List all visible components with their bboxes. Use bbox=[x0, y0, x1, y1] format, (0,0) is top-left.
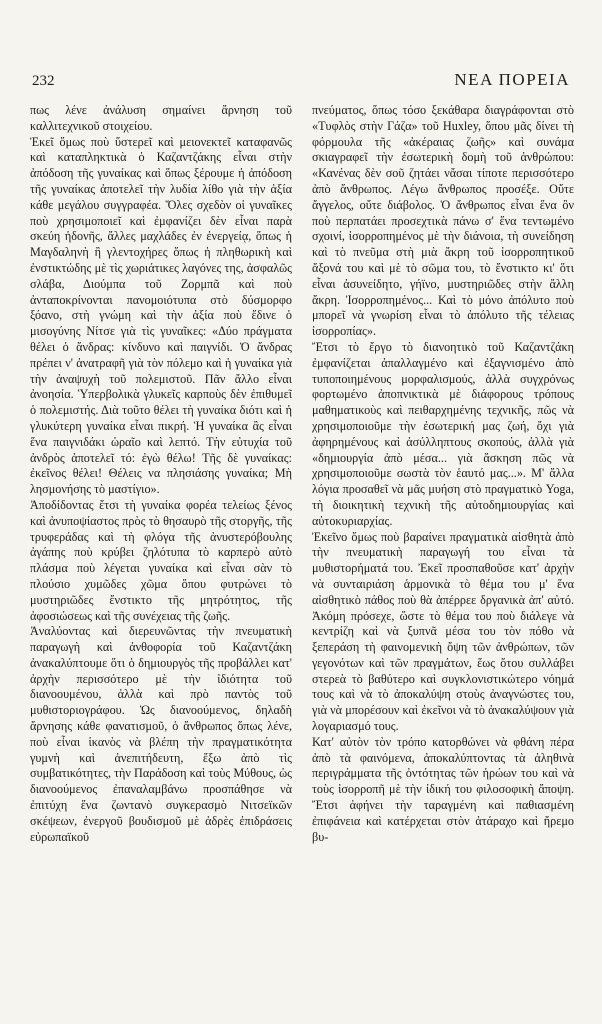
left-column bbox=[30, 103, 292, 1009]
journal-title: ΝΕΑ ΠΟΡΕΙΑ bbox=[454, 70, 570, 89]
page-number: 232 bbox=[32, 73, 55, 89]
page-header bbox=[32, 70, 570, 90]
right-column-text: πνεύματος, ὅπως τόσο ξεκάθαρα διαγράφονται στὸ «Τυφλὸς στὴν Γάζα» τοῦ Huxley, ὅπου μᾶς δίνει τὴ φόρμουλα τῆς «ἀκέραιας ζωῆς» καὶ συνάμα σκιαγραφεῖ τὴν ἐσωτερικὴ δομὴ τοῦ ἀνθρώπου: «Κανένας δὲν σοῦ ζητάει νἄσαι τίποτε περισσότερο ἀπὸ ἄνθρωπος. Λέγω ἄνθρωπος προσέξε. Οὔτε ἄγγελος, οὔτε διάβολος. Ὁ ἄνθρωπος εἶναι ἕνα ὂν ποὺ περπατάει προσεχτικὰ πάνω σ' ἕνα τεντωμένο σχοινί, ἰσορροπημένος μὲ τὴν διάνοια, τὴ συνείδηση καὶ τὸ πνεῦμα στὴ μιὰ ἄκρη τοῦ ἰσορροπητικοῦ ἄξονά του καὶ μὲ τὸ σῶμα του, τὸ ἔνστικτο κι' ὅτι εἶναι ἀσυνείδητο, γήϊνο, μυστηριῶδες στὴν ἄλλη ἄκρη. Ἰσορροπημένος... Καὶ τὸ μόνο ἀπόλυτο ποὺ μπορεῖ νὰ γνωρίση εἶναι τὸ ἀπόλυτο τῆς τέλειας ἰσορροπίας». Ἔτσι τὸ ἔργο τὸ διανοητικὸ τοῦ Καζαντζάκη ἐμφανίζεται ἀπαλλαγμένο καὶ ἐξαγνισμένο ἀπὸ τυποποιημένους μορφαλισμούς, ἀλλὰ συγχρόνως φορτωμένο ἀποπνικτικὰ μὲ διάφορους τρόπους μαθηματικοὺς καὶ πειθαρχημένης τεχνικῆς, πῶς νὰ χρησιμοποιοῦμε τὴν ἐσωτερική μας ζωή, ὄχι γιὰ ἀφηρημένους καὶ ἀσύλληπτους σκοπούς, ἀλλὰ γιὰ «δημιουργία ἀπὸ μέσα... γιὰ ἄσκηση πῶς νὰ χρησιμοποιοῦμε σωστὰ τὸν ἑαυτό μας...». Μ' ἄλλα λόγια προσαθεῖ νὰ μᾶς μυήση στὸ πραγματικὸ Yoga, τὴ διοικητικὴ τεχνικὴ τῆς αὐτοδημιουργίας καὶ αὐτοκυριαρχίας. Ἐκεῖνο ὅμως ποὺ βαραίνει πραγματικὰ αἰσθητὰ ἀπὸ τὴν πνευματικὴ παραγωγή του εἶναι τὰ μυθιστορήματά του. Ἐκεῖ προσπαθοῦσε κατ' ἀρχὴν νὰ συνταιριάση ἁρμονικὰ τὸ θέμα του μ' ἕνα αἰσθητικὸ πάθος ποὺ θὰ ἀπέρρεε δργανικὰ ἀπ' αὐτό. Ἀκόμη πρόσεχε, ὥστε τὸ θέμα του ποὺ διάλεγε νὰ κεντρίζη καὶ νὰ ξυπνᾶ μέσα του τὸν πόθο νὰ ξεπεράση τὴ φαινομενικὴ ὄψη τῶν ἀνθρώπων, τῶν γεγονότων καὶ τῶν πραγμάτων, ἕως ὅτου συλλάβει στερεὰ τὸ βαθύτερο καὶ συγκλονιστικώτερο νόημά τους καὶ νὰ τὸ ἀποκαλύψη στοὺς ἀναγνώστες του, γιὰ νὰ μπορέσουν καὶ ἐκεῖνοι νὰ τὸ ἀνακαλύψουν γιὰ λογαριασμό τους. Κατ' αὐτὸν τὸν τρόπο κατορθώνει νὰ φθάνη πέρα ἀπὸ τὰ φαινόμενα, ἀποκαλύπτοντας τὰ ἀληθινὰ περιγράμματα τῆς ὀντότητας τῶν ἡρώων του καὶ νὰ τοὺς ἰσορροπῆ μὲ τὴν ἰδική του φιλοσοφικὴ ἄποψη. Ἔτσι ἀφήνει τὴν ταραγμένη καὶ παθιασμένη ἐπιφάνεια καὶ κατέρχεται στὸν ἀτάραχο καὶ ἤρεμο βυ- bbox=[312, 103, 574, 844]
left-column-text: πως λένε ἀνάλυση σημαίνει ἄρνηση τοῦ καλλιτεχνικοῦ στοιχείου. Ἐκεῖ ὅμως ποὺ ὕστερεῖ καὶ μειονεκτεῖ καταφανῶς καὶ καταπληκτικὰ ὁ Καζαντζάκης εἶναι στὴν ἀπόδοση τῆς γυναίκας καὶ ὅπως ξέρουμε ἡ ἀπόδοση τῆς γυναίκας ἀποτελεῖ τὴν λυδία λίθο γιὰ τὴν ἀξία κάθε μεγάλου συγγραφέα. Ὅλες σχεδὸν οἱ γυναῖκες ποὺ χρησιμοποιεῖ καὶ ἐμφανίζει δὲν εἶναι παρὰ σκεύη ἡδονῆς, ἄλλες μαχλάδες ἐν ἐνεργείᾳ, ὅπως ἡ Μαγδαληνὴ ἢ γλεντοχήρες ὅπως ἡ πληθωρικὴ καὶ ἐνστικτώδης μὲ τὶς χωριάτικες λαγόνες της, ἀσφαλῶς σλάβα, Διούμπα τοῦ Ζορμπᾶ καὶ ποὺ ἀνταποκρίνονται πανομοιότυπα στὸ δύσμορφο ξόανο, στὴ γνώμη καὶ τὴν ἀξία ποὺ ἔδινε ὁ μισογύνης Νίτσε γιὰ τὶς γυναῖκες: «Δύο πράγματα θέλει ὁ ἄνδρας: κίνδυνο καὶ παιγνίδι. Ὁ ἄνδρας πρέπει ν' ἀνατραφῆ γιὰ τὸν πόλεμο καὶ ἡ γυναίκα γιὰ τὴν ἀναψυχὴ τοῦ πολεμιστοῦ. Πᾶν ἄλλο εἶναι ἀνοησία. Ὑπερβολικὰ γλυκεῖς καρποὺς δὲν ἐπιθυμεῖ ὁ πολεμιστής. Διὰ τοῦτο θέλει τὴ γυναίκα διότι καὶ ἡ γλυκύτερη γυναίκα εἶναι πικρή. Ἡ γυναίκα ἂς εἶναι ἕνα παιγνιδάκι ὡραῖο καὶ λεπτό. Τὴν εὐτυχία τοῦ ἀνδρὸς ἀποτελεῖ τό: ἐγὼ θέλω! Τῆς δὲ γυναίκας: ἐκεῖνος θέλει! Θέλεις να πλησιάσης γυναίκα; Μὴ λησμονήσης τὸ μαστίγιο». Ἀποδίδοντας ἔτσι τὴ γυναίκα φορέα τελείως ξένος καὶ ἀνυποψίαστος πρὸς τὸ θησαυρὸ τῆς στοργῆς, τῆς τρυφεράδας καὶ τὴ φλόγα τῆς ἀνυστερόβουλης ἀγάπης ποὺ κρύβει ζηλότυπα τὸ καρπερὸ αὐτὸ πλάσμα ποὺ λέγεται γυναίκα καὶ εἶναι σὰν τὸ πλούσιο χυμῶδες χῶμα ὅπου φυτρώνει τὸ μυστηριῶδες ἔνστικτο τῆς μητρότητος, τῆς ἀφοσιώσεως καὶ τῆς συνέχειας τῆς ζωῆς. Ἀναλύοντας καὶ διερευνῶντας τὴν πνευματικὴ παραγωγὴ καὶ ἀνθοφορία τοῦ Καζαντζάκη ἀνακαλύπτουμε ὅτι ὁ δημιουργὸς τῆς προβάλλει κατ' ἀρχὴν περισσότερο μὲ τὴν ἰδιότητα τοῦ διανοουμένου, ἀλλὰ καὶ πρὸ παντὸς τοῦ μυθιστοριογράφου. Ὡς διανοούμενος, δηλαδὴ ἄρνησης κάθε φανατισμοῦ, ὁ ἄνθρωπος ὅπως λένε, ποὺ εἶναι ἱκανὸς νὰ βλέπη τὴν πραγματικότητα γυμνὴ καὶ ἀνεπιτήδευτη, ἔξω ἀπὸ τὶς συμβατικότητες, τὴν Παράδοση καὶ τοὺς Μύθους, ὡς διανοούμενος ἐπαναλαμβάνω προσπάθησε νὰ ἐπιτύχη ἕνα ζωντανὸ συγκερασμὸ Νιτσεϊκῶν σκέψεων, ἐνεργοῦ βουδισμοῦ μὲ ἀδρὲς ἐπιδράσεις εὐρωπαϊκοῦ bbox=[30, 103, 292, 844]
right-column bbox=[312, 103, 574, 1009]
